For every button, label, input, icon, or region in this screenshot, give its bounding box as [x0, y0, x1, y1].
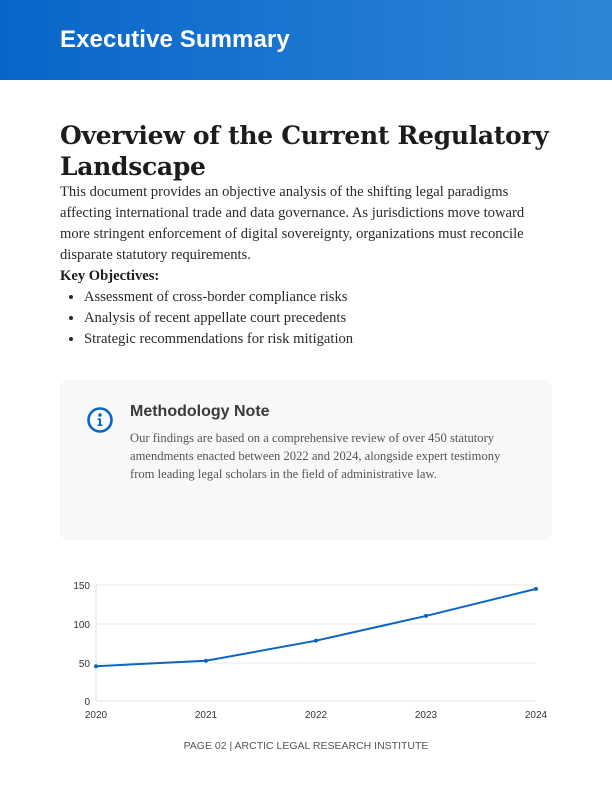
header-title: Executive Summary [60, 26, 290, 53]
data-point [204, 659, 208, 663]
header-banner [0, 0, 612, 80]
page-title: Overview of the Current Regulatory Landscape [60, 121, 549, 181]
x-tick: 2024 [524, 710, 548, 721]
y-tick: 50 [78, 659, 90, 670]
page-footer: PAGE 02 | ARCTIC LEGAL RESEARCH INSTITUTE [183, 740, 429, 752]
list-item: • Analysis of recent appellate court precedents [84, 308, 552, 329]
x-tick: 2022 [304, 710, 328, 721]
objectives-label: Key Objectives: [60, 268, 160, 284]
objectives-list [60, 287, 552, 350]
note-title: Methodology Note [130, 403, 270, 420]
list-item: • Assessment of cross-border compliance risks [84, 287, 552, 308]
y-tick: 150 [73, 581, 90, 592]
y-tick: 0 [84, 697, 90, 708]
main-content [60, 120, 552, 350]
methodology-note-callout [60, 380, 552, 540]
data-point [314, 639, 318, 643]
data-point [94, 664, 98, 668]
line-chart [60, 570, 560, 730]
info-icon [86, 406, 114, 434]
data-point [424, 614, 428, 618]
data-point [534, 587, 538, 591]
chart-series [94, 587, 538, 668]
list-item: • Strategic recommendations for risk mitigation [84, 329, 552, 350]
y-axis-labels [73, 581, 90, 708]
note-body: Our findings are based on a comprehensive review of over 450 statutory amendments enacted between 2022 and 2024, alongside expert testimony from leading legal scholars in the field of administrative law. [130, 431, 501, 481]
series-line [96, 589, 536, 666]
chart-gridlines [96, 585, 536, 701]
y-tick: 100 [73, 620, 90, 631]
x-tick: 2023 [414, 710, 438, 721]
intro-paragraph: This document provides an objective analysis of the shifting legal paradigms affecting international trade and data governance. As jurisdictions move toward more stringent enforcement of digital sovereignty, organizations must reconcile disparate statutory requirements. [60, 184, 525, 263]
x-tick: 2020 [84, 710, 108, 721]
x-tick: 2021 [194, 710, 218, 721]
x-axis-labels [85, 710, 548, 721]
